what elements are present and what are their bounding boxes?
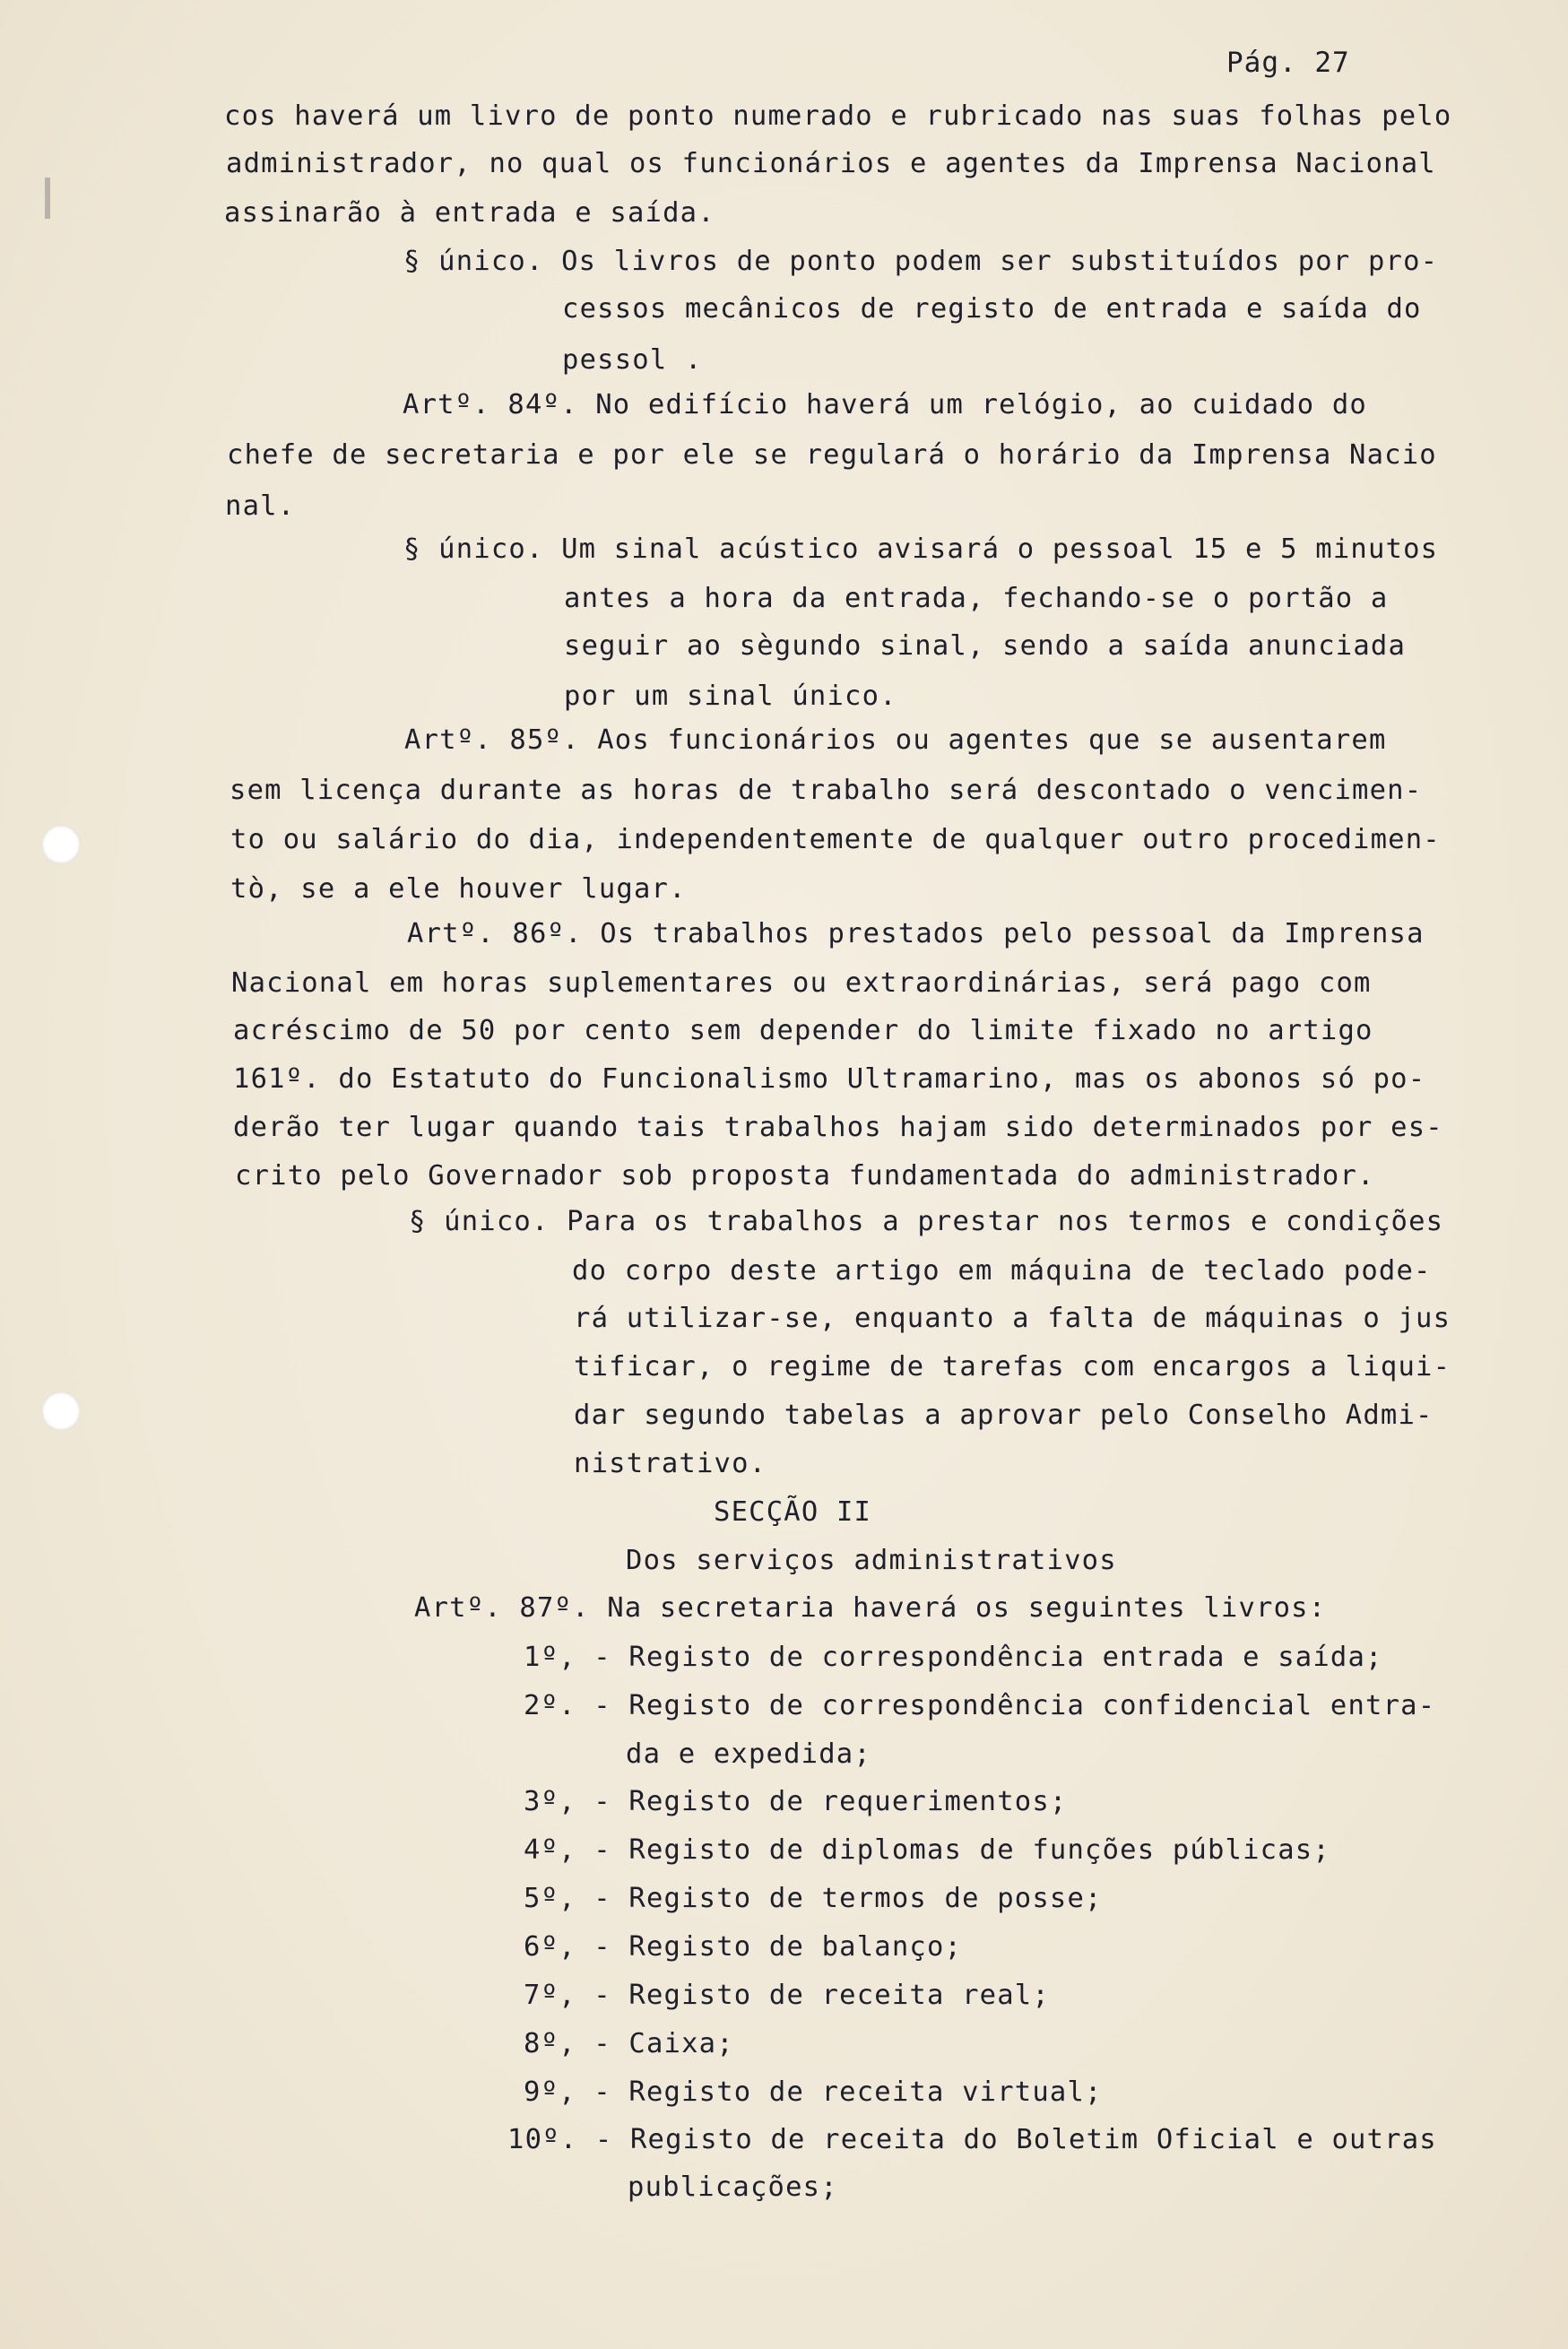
text-line: Artº. 85º. Aos funcionários ou agentes que se ausentarem xyxy=(404,724,1387,756)
list-item: 8º, - Caixa; xyxy=(524,2028,734,2059)
text-line: nal. xyxy=(225,490,296,522)
text-line: dar segundo tabelas a aprovar pelo Conselho Admi- xyxy=(574,1400,1434,1431)
list-item: 2º. - Registo de correspondência confidencial entra- xyxy=(524,1690,1436,1721)
text-line: Nacional em horas suplementares ou extraordinárias, será pago com xyxy=(231,967,1372,999)
text-line: seguir ao sègundo sinal, sendo a saída anunciada xyxy=(564,630,1407,662)
text-line: nistrativo. xyxy=(574,1448,767,1479)
list-item-continuation: publicações; xyxy=(628,2171,838,2203)
list-item: 9º, - Registo de receita virtual; xyxy=(524,2076,1103,2108)
punch-hole-bottom xyxy=(41,1391,81,1431)
text-line: tò, se a ele houver lugar. xyxy=(230,873,687,905)
list-item: 7º, - Registo de receita real; xyxy=(524,1980,1050,2011)
text-line: 161º. do Estatuto do Funcionalismo Ultramarino, mas os abonos só po- xyxy=(233,1063,1426,1095)
punch-hole-top xyxy=(41,825,81,864)
text-line: do corpo deste artigo em máquina de teclado pode- xyxy=(572,1255,1432,1287)
text-line: rá utilizar-se, enquanto a falta de máquinas o jus xyxy=(574,1303,1451,1334)
section-subheading: Dos serviços administrativos xyxy=(626,1545,1117,1576)
text-line: § único. Para os trabalhos a prestar nos termos e condições xyxy=(409,1206,1444,1237)
list-item: 3º, - Registo de requerimentos; xyxy=(524,1786,1068,1817)
text-line: crito pelo Governador sob proposta fundamentada do administrador. xyxy=(235,1160,1375,1192)
list-item-continuation: da e expedida; xyxy=(626,1738,871,1770)
text-line: § único. Um sinal acústico avisará o pessoal 15 e 5 minutos xyxy=(403,533,1439,565)
text-line: por um sinal único. xyxy=(564,680,897,712)
text-line: tificar, o regime de tarefas com encargos a liqui- xyxy=(574,1351,1451,1383)
text-line: assinarão à entrada e saída. xyxy=(224,197,715,229)
text-line: cos haverá um livro de ponto numerado e rubricado nas suas folhas pelo xyxy=(224,100,1452,132)
text-line: to ou salário do dia, independentemente de qualquer outro procedimen- xyxy=(230,824,1441,855)
list-item: 6º, - Registo de balanço; xyxy=(524,1931,963,1963)
text-line: acréscimo de 50 por cento sem depender do limite fixado no artigo xyxy=(233,1015,1373,1046)
text-line: chefe de secretaria e por ele se regulará o horário da Imprensa Nacio xyxy=(227,439,1437,471)
text-line: § único. Os livros de ponto podem ser substituídos por pro- xyxy=(403,246,1439,277)
list-item: 1º, - Registo de correspondência entrada e saída; xyxy=(524,1642,1383,1673)
text-line: Artº. 87º. Na secretaria haverá os seguintes livros: xyxy=(414,1592,1327,1624)
section-heading: SECÇÃO II xyxy=(714,1496,872,1528)
page-number: Pág. 27 xyxy=(1226,47,1350,79)
list-item: 5º, - Registo de termos de posse; xyxy=(524,1883,1103,1914)
text-line: sem licença durante as horas de trabalho será descontado o vencimen- xyxy=(230,775,1423,806)
text-line: antes a hora da entrada, fechando-se o portão a xyxy=(564,583,1389,614)
text-line: derão ter lugar quando tais trabalhos hajam sido determinados por es- xyxy=(233,1112,1443,1143)
list-item: 4º, - Registo de diplomas de funções públicas; xyxy=(524,1834,1330,1866)
text-line: Artº. 86º. Os trabalhos prestados pelo pessoal da Imprensa xyxy=(407,918,1425,949)
text-line: Artº. 84º. No edifício haverá um relógio, ao cuidado do xyxy=(403,389,1367,420)
text-line: administrador, no qual os funcionários e agentes da Imprensa Nacional xyxy=(226,148,1436,179)
margin-mark xyxy=(45,178,50,219)
text-line: cessos mecânicos de registo de entrada e saída do xyxy=(562,293,1422,325)
text-line: pessol . xyxy=(562,344,703,376)
list-item: 10º. - Registo de receita do Boletim Oficial e outras xyxy=(507,2124,1437,2155)
